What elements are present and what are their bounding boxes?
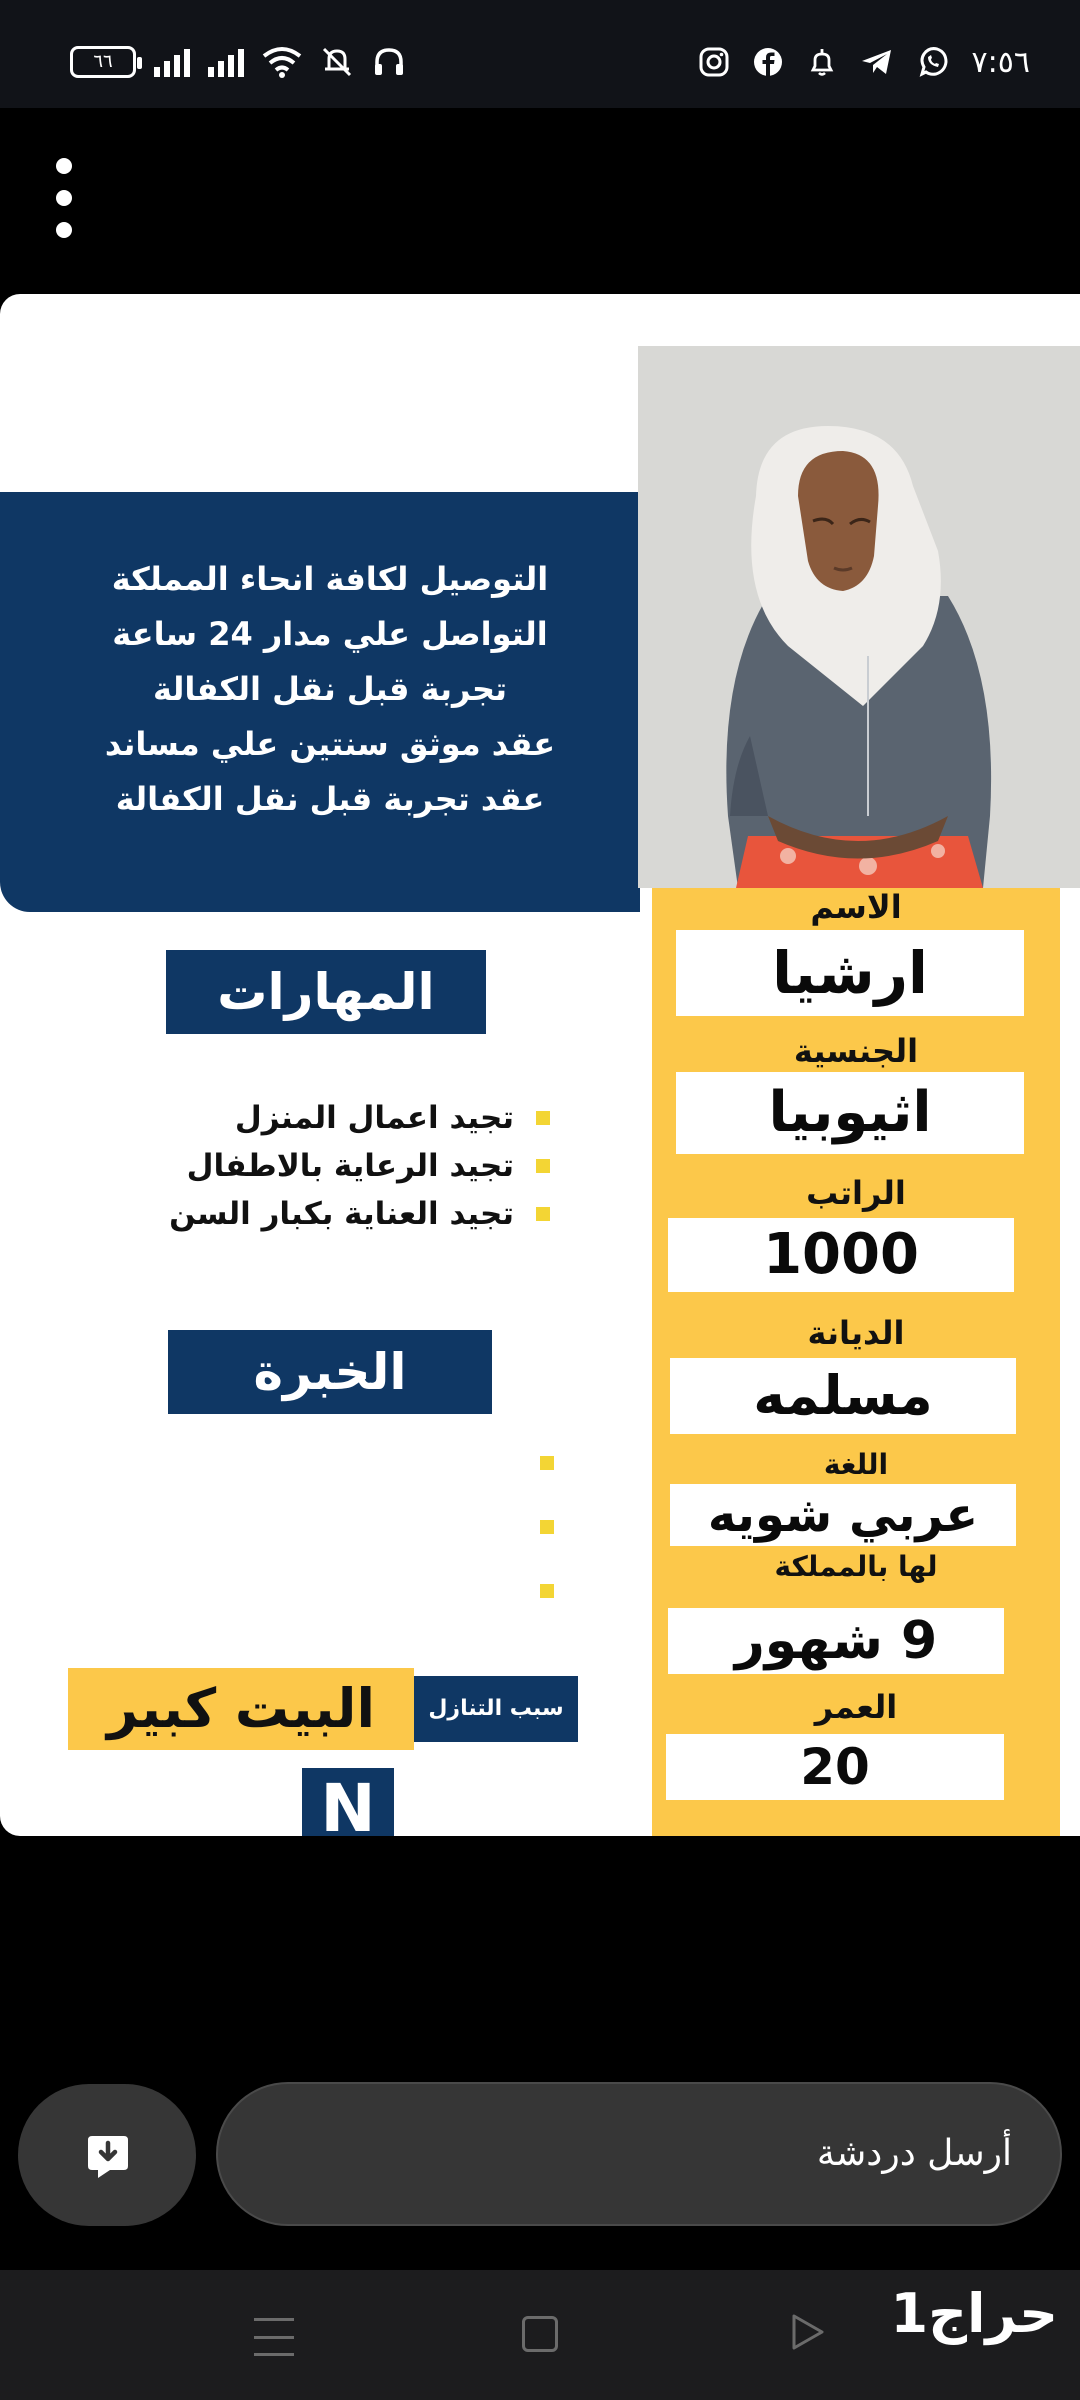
bullet-icon: [536, 1207, 550, 1221]
skill-item: [150, 1190, 550, 1238]
value-name: ارشيا: [676, 930, 1024, 1016]
signal-icon: [208, 47, 244, 77]
chat-input[interactable]: [216, 2082, 1062, 2226]
experience-title: الخبرة: [168, 1330, 492, 1414]
value-nationality: اثيوبيا: [676, 1072, 1024, 1154]
signal-icon: [154, 47, 190, 77]
promo-lines: [60, 552, 600, 827]
download-button[interactable]: [18, 2084, 196, 2226]
value-time-in-kingdom: 9 شهور: [668, 1608, 1004, 1674]
label-religion: الديانة: [807, 1314, 905, 1352]
skills-list: [150, 1094, 550, 1238]
instagram-icon: [698, 46, 730, 78]
transfer-reason-label: سبب التنازل: [414, 1676, 578, 1742]
bullet-icon: [540, 1456, 554, 1470]
skill-item: [150, 1142, 550, 1190]
status-bar: [0, 0, 1080, 108]
menu-icon[interactable]: [254, 2318, 294, 2356]
back-icon[interactable]: [790, 2312, 826, 2352]
status-indicators: [70, 42, 406, 82]
app-bar: [0, 108, 1080, 294]
whatsapp-icon: [916, 45, 950, 79]
value-language: عربي شويه: [670, 1484, 1016, 1546]
transfer-reason-value: البيت كبير: [68, 1668, 414, 1750]
bullet-icon: [536, 1159, 550, 1173]
label-nationality: الجنسية: [793, 1032, 919, 1070]
headphones-icon: [372, 46, 406, 78]
skill-item: [150, 1094, 550, 1142]
facebook-icon: [752, 46, 784, 78]
transfer-reason: [68, 1668, 578, 1750]
notification-icons: [698, 40, 1030, 84]
notification-bell-icon: [806, 46, 838, 78]
info-column: [652, 888, 1060, 1836]
value-age: 20: [666, 1734, 1004, 1800]
promo-line: عقد موثق سنتين علي مساند: [104, 725, 556, 763]
more-vertical-icon[interactable]: [40, 148, 88, 248]
value-salary: 1000: [668, 1218, 1014, 1292]
battery-icon: [70, 46, 136, 78]
download-chat-icon: [86, 2134, 130, 2180]
label-salary: الراتب: [806, 1174, 906, 1212]
bullet-icon: [540, 1520, 554, 1534]
promo-line: التوصيل لكافة انحاء المملكة: [111, 560, 549, 598]
label-time-in-kingdom: لها بالمملكة: [774, 1550, 938, 1583]
mute-icon: [320, 45, 354, 79]
promo-line: عقد تجربة قبل نقل الكفالة: [115, 780, 545, 818]
home-icon[interactable]: [522, 2316, 558, 2352]
label-name: الاسم: [810, 888, 902, 926]
promo-panel: [0, 492, 640, 912]
ad-poster-image[interactable]: [0, 294, 1080, 1836]
bullet-icon: [540, 1584, 554, 1598]
promo-line: تجربة قبل نقل الكفالة: [152, 670, 508, 708]
brand-logo: N: [302, 1768, 394, 1836]
value-religion: مسلمه: [670, 1358, 1016, 1434]
profile-photo: [638, 346, 1080, 888]
label-language: اللغة: [823, 1448, 889, 1481]
clock: ٧:٥٦: [971, 44, 1030, 80]
label-age: العمر: [814, 1688, 898, 1726]
skills-title: المهارات: [166, 950, 486, 1034]
skill-text: تجيد العناية بكبار السن: [169, 1196, 514, 1232]
chat-placeholder: أرسل دردشة: [816, 2133, 1012, 2174]
bullet-icon: [536, 1111, 550, 1125]
battery-level: ٦٦: [93, 51, 113, 72]
wifi-icon: [262, 46, 302, 78]
skill-text: تجيد الرعاية بالاطفال: [186, 1148, 514, 1184]
chat-bar: [0, 2070, 1080, 2270]
telegram-icon: [860, 47, 894, 77]
skill-text: تجيد اعمال المنزل: [234, 1100, 514, 1136]
promo-line: التواصل علي مدار 24 ساعة: [112, 615, 548, 653]
watermark: حراج1: [890, 2282, 1058, 2345]
